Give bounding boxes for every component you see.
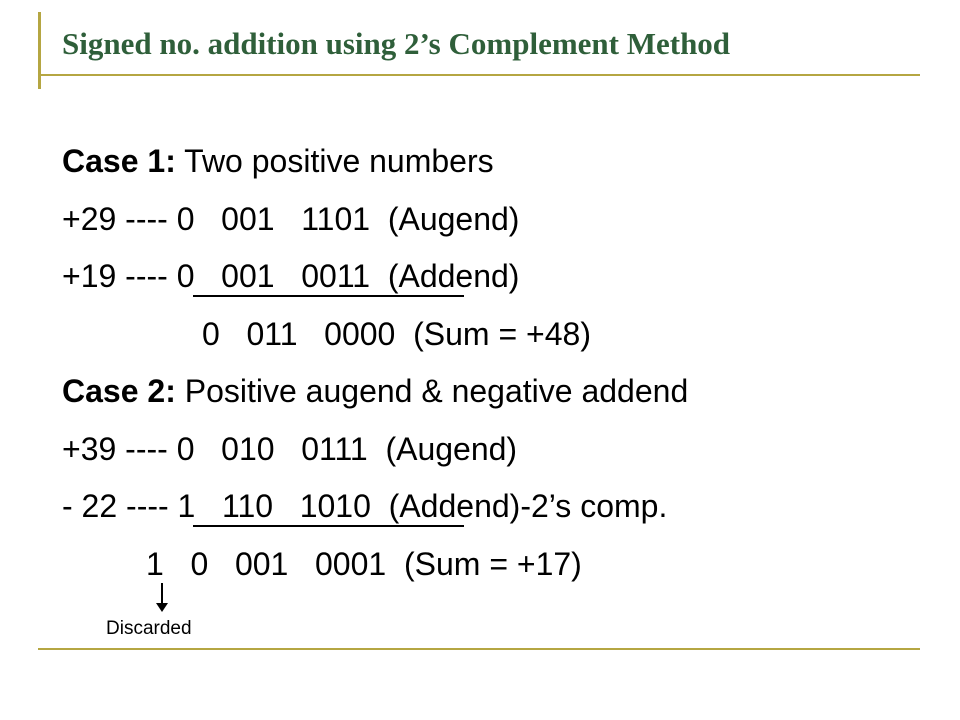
case1-augend-line: +29 ---- 0 001 1101 (Augend) [62,201,520,237]
title-accent-vertical [38,12,41,89]
down-arrow-icon [161,583,163,605]
case2-label: Case 2: [62,373,176,409]
down-arrow-head-icon [156,603,168,612]
case1-sum-line: 0 011 0000 (Sum = +48) [202,316,591,352]
case2-heading [62,372,688,410]
case1-heading [62,142,494,180]
discarded-label: Discarded [106,618,192,639]
footer-divider [38,648,920,650]
case2-description: Positive augend & negative addend [175,373,689,409]
slide-title: Signed no. addition using 2’s Complement Method [62,26,731,61]
case2-sum-line: 1 0 001 0001 (Sum = +17) [146,546,582,582]
case2-augend-line: +39 ---- 0 010 0111 (Augend) [62,431,518,467]
case2-sum-rule [193,525,464,527]
case1-description: Two positive numbers [175,143,494,179]
case1-sum-rule [193,295,464,297]
case1-addend-line: +19 ---- 0 001 0011 (Addend) [62,258,520,294]
title-accent-horizontal [38,74,920,76]
case2-addend-line: - 22 ---- 1 110 1010 (Addend)-2’s comp. [62,488,668,524]
case1-label: Case 1: [62,143,176,179]
